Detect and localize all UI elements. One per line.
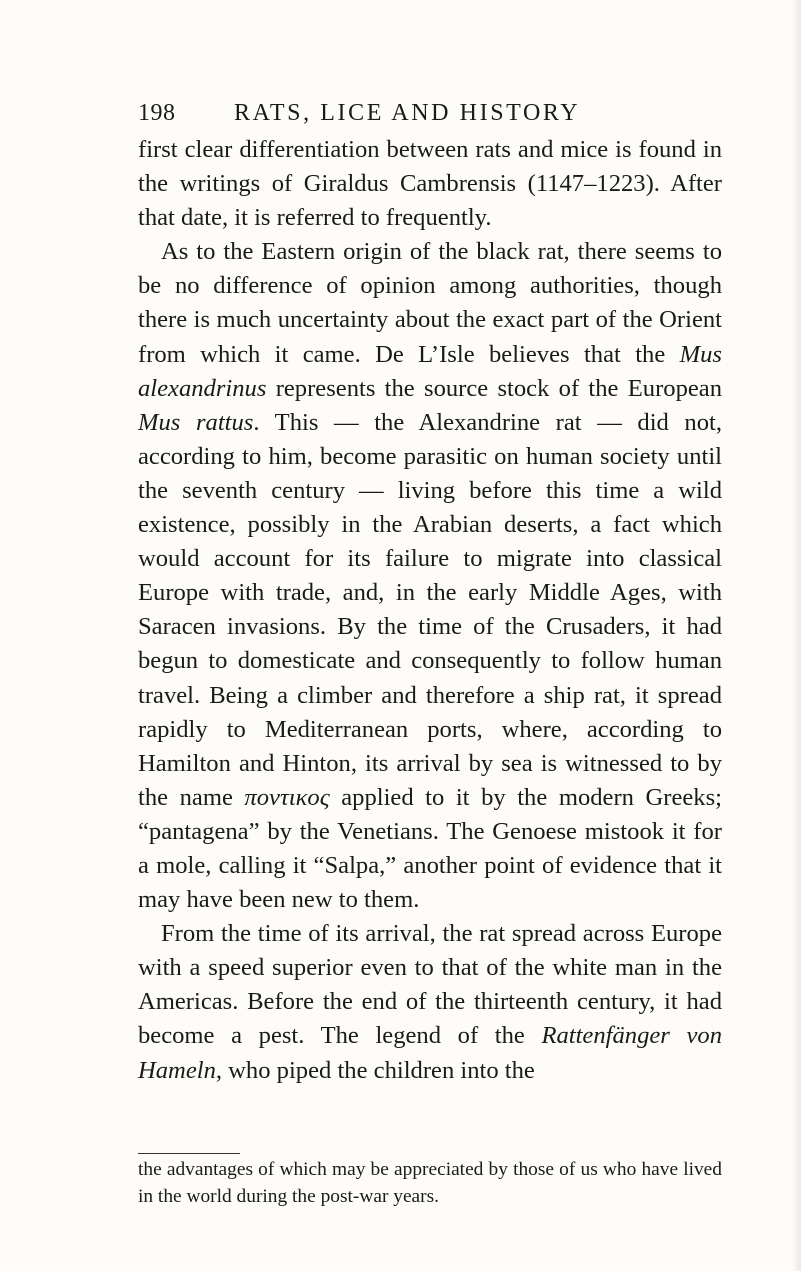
footnote: the advantages of which may be appreciated by those of us who have lived in the world during the post-war years. bbox=[138, 1159, 722, 1207]
text-run: , who piped the children into the bbox=[215, 1056, 535, 1084]
running-head: RATS, LICE AND HISTORY bbox=[234, 100, 581, 126]
text-run: . This — the Alexandrine rat — did not, according to him, become parasitic on human society until the seventh century — living before this time a wild existence, possibly in the Arabian deserts, a fact which would account for its failure to migrate into classical Europe with trade, and, in the early Middle Ages, with Saracen invasions. By the time of the Crusaders, it had begun to domesticate and consequently to follow human travel. Being a climber and therefore a ship rat, it spread rapidly to Mediterranean ports, where, according to Hamilton and Hinton, its arrival by sea is witnessed to by the name bbox=[138, 408, 723, 811]
page-header bbox=[138, 96, 738, 130]
text-run: As to the Eastern origin of the black rat, there seems to be no difference of opinion among authorities, though there is much uncertainty about the exact part of the Orient from which it came. De L’Isle believes that the bbox=[138, 238, 722, 368]
body-text bbox=[138, 133, 722, 1088]
italic-term: ποντικος bbox=[244, 783, 330, 811]
italic-term: Mus rattus bbox=[138, 408, 254, 436]
text-run: represents the source stock of the European bbox=[266, 374, 722, 402]
paragraph bbox=[138, 235, 722, 917]
paragraph bbox=[138, 133, 722, 235]
footnote-rule bbox=[138, 1153, 240, 1154]
italic-term: Mus alexandrinus bbox=[138, 340, 722, 402]
text-run: From the time of its arrival, the rat spread across Europe with a speed superior even to that of the white man in the Americas. Before the end of the thirteenth century, it had become a pest. The legend of the bbox=[138, 920, 722, 1050]
page-number: 198 bbox=[138, 100, 176, 126]
text-run: applied to it by the modern Greeks; “pantagena” by the Venetians. The Genoese mistook it for a mole, calling it “Salpa,” another point of evidence that it may have been new to them. bbox=[138, 783, 722, 914]
text-run: first clear differentiation between rats and mice is found in the writings of Giraldus Cambrensis (1147–1223). After that date, it is referred to frequently. bbox=[138, 136, 722, 232]
paragraph bbox=[138, 917, 722, 1087]
italic-term: Rattenfänger von Hameln bbox=[138, 1022, 722, 1084]
scan-edge-shadow bbox=[792, 0, 801, 1271]
